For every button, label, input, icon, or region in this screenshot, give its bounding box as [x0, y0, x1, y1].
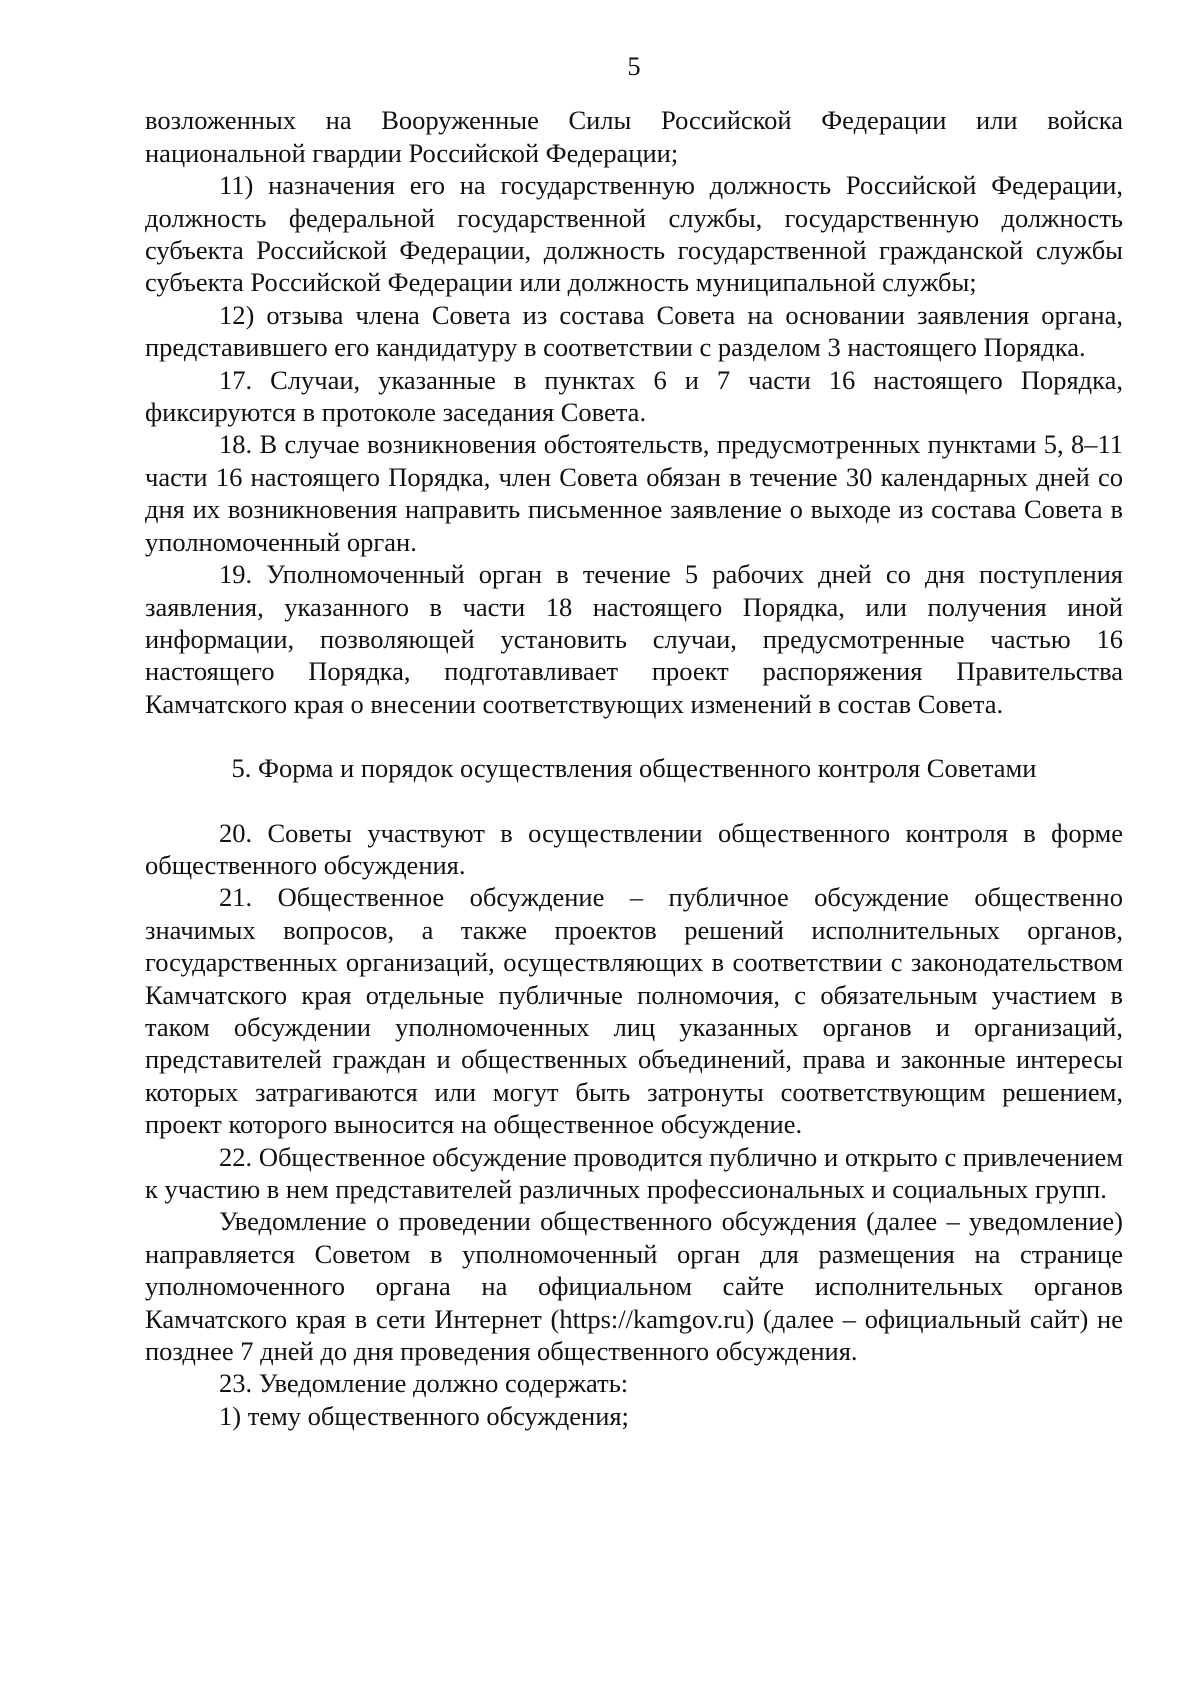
paragraph-19: 19. Уполномоченный орган в течение 5 рабочих дней со дня поступления заявления, указанного в части 18 настоящего Порядка, или получения иной информации, позволяющей установить случаи, предусмотренные частью 16 настоящего Порядка, подготавливает проект распоряжения Правительства Камчатского края о внесении соответствующих изменений в состав Совета. — [145, 559, 1123, 719]
paragraph-18: 18. В случае возникновения обстоятельств, предусмотренных пунктами 5, 8–11 части 16 настоящего Порядка, член Совета обязан в течение 30 календарных дней со дня их возникновения направить письменное заявление о выходе из состава Совета в уполномоченный орган. — [145, 429, 1123, 557]
paragraph-continuation: возложенных на Вооруженные Силы Российской Федерации или войска национальной гвардии Российской Федерации; — [145, 105, 1123, 168]
paragraph-21: 21. Общественное обсуждение – публичное обсуждение общественно значимых вопросов, а также проектов решений исполнительных органов, государственных организаций, осуществляющих в соответствии с законодательством Камчатского края отдельные публичные полномочия, с обязательным участием в таком обсуждении уполномоченных лиц указанных органов и организаций, представителей граждан и общественных объединений, права и законные интересы которых затрагиваются или могут быть затронуты соответствующим решением, проект которого выносится на общественное обсуждение. — [145, 882, 1123, 1140]
paragraph-item-11: 11) назначения его на государственную должность Российской Федерации, должность федеральной государственной службы, государственную должность субъекта Российской Федерации, должность государственной гражданской службы субъекта Российской Федерации или должность муниципальной службы; — [145, 170, 1123, 298]
paragraph-item-12: 12) отзыва члена Совета из состава Совета на основании заявления органа, представившего его кандидатуру в соответствии с разделом 3 настоящего Порядка. — [145, 299, 1123, 363]
paragraph-17: 17. Случаи, указанные в пунктах 6 и 7 части 16 настоящего Порядка, фиксируются в протоколе заседания Совета. — [145, 364, 1123, 428]
page-number: 5 — [627, 51, 641, 81]
document-page — [145, 50, 1123, 1432]
paragraph-23: 23. Уведомление должно содержать: — [219, 1368, 629, 1399]
paragraph-notification: Уведомление о проведении общественного обсуждения (далее – уведомление) направляется Советом в уполномоченный орган для размещения на странице уполномоченного органа на официальном сайте исполнительных органов Камчатского края в сети Интернет (https://kamgov.ru) (далее – официальный сайт) не позднее 7 дней до дня проведения общественного обсуждения. — [145, 1206, 1123, 1367]
paragraph-23-item-1: 1) тему общественного обсуждения; — [219, 1400, 629, 1431]
paragraph-22: 22. Общественное обсуждение проводится публично и открыто с привлечением к участию в нем представителей различных профессиональных и социальных групп. — [145, 1141, 1123, 1204]
section-heading: 5. Форма и порядок осуществления общественного контроля Советами — [231, 753, 1037, 784]
paragraph-20: 20. Советы участвуют в осуществлении общественного контроля в форме общественного обсуждения. — [145, 817, 1123, 880]
